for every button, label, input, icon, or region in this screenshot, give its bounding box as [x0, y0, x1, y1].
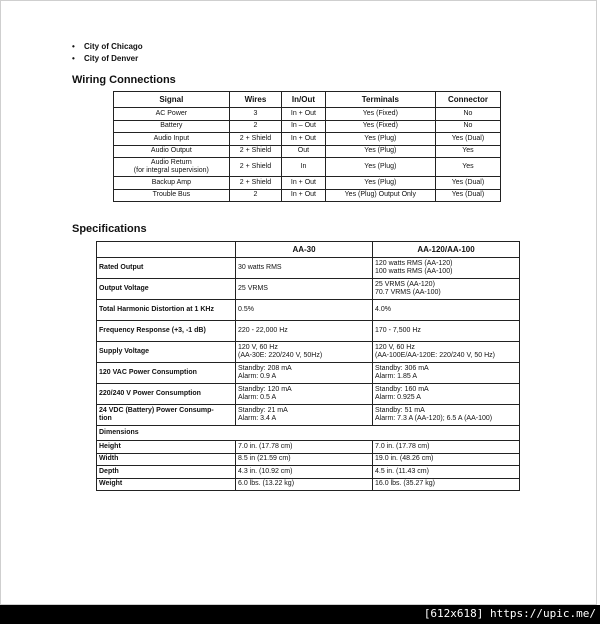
row-label: Supply Voltage	[97, 342, 236, 363]
table-cell: In + Out	[282, 177, 325, 190]
table-row	[97, 466, 520, 479]
column-header: AA-30	[236, 242, 373, 258]
dimensions-row	[97, 426, 520, 441]
row-label: Height	[97, 441, 236, 454]
table-cell: 8.5 in (21.59 cm)	[236, 453, 373, 466]
footer-bar	[0, 605, 600, 624]
table-cell: 25 VRMS (AA-120) 70.7 VRMS (AA-100)	[373, 279, 520, 300]
column-header: Signal	[114, 92, 230, 108]
table-cell: 2 + Shield	[229, 177, 282, 190]
table-cell: Yes (Plug)	[325, 158, 435, 177]
table-cell: No	[435, 120, 500, 133]
table-cell: Yes (Plug)	[325, 133, 435, 146]
column-header: In/Out	[282, 92, 325, 108]
table-cell: In + Out	[282, 108, 325, 121]
row-label: 24 VDC (Battery) Power Consump- tion	[97, 405, 236, 426]
table-row	[114, 177, 501, 190]
table-cell: AC Power	[114, 108, 230, 121]
table-cell: 3	[229, 108, 282, 121]
table-cell: 220 - 22,000 Hz	[236, 321, 373, 342]
table-cell: No	[435, 108, 500, 121]
table-cell: Audio Output	[114, 145, 230, 158]
table-cell: 0.5%	[236, 300, 373, 321]
table-cell: In	[282, 158, 325, 177]
table-cell: Trouble Bus	[114, 189, 230, 202]
column-header	[97, 242, 236, 258]
city-list	[72, 41, 143, 65]
row-label: Frequency Response (+3, -1 dB)	[97, 321, 236, 342]
row-label: Rated Output	[97, 258, 236, 279]
table-row	[97, 405, 520, 426]
table-cell: Yes (Dual)	[435, 133, 500, 146]
table-cell: Standby: 21 mA Alarm: 3.4 A	[236, 405, 373, 426]
dimensions-label: Dimensions	[97, 426, 520, 441]
table-cell: 19.0 in. (48.26 cm)	[373, 453, 520, 466]
table-cell: 6.0 lbs. (13.22 kg)	[236, 478, 373, 491]
table-cell: 4.3 in. (10.92 cm)	[236, 466, 373, 479]
column-header: Wires	[229, 92, 282, 108]
table-cell: 2 + Shield	[229, 158, 282, 177]
table-row	[97, 478, 520, 491]
table-cell: 16.0 lbs. (35.27 kg)	[373, 478, 520, 491]
column-header: Terminals	[325, 92, 435, 108]
table-cell: 4.5 in. (11.43 cm)	[373, 466, 520, 479]
table-cell: Out	[282, 145, 325, 158]
table-cell: In + Out	[282, 189, 325, 202]
table-cell: Standby: 120 mA Alarm: 0.5 A	[236, 384, 373, 405]
table-cell: Yes (Dual)	[435, 177, 500, 190]
table-cell: Standby: 160 mA Alarm: 0.925 A	[373, 384, 520, 405]
wiring-heading: Wiring Connections	[72, 74, 176, 86]
table-row	[97, 279, 520, 300]
table-cell: Backup Amp	[114, 177, 230, 190]
table-cell: Yes	[435, 145, 500, 158]
table-row	[114, 189, 501, 202]
specifications-heading: Specifications	[72, 223, 147, 235]
row-label: Output Voltage	[97, 279, 236, 300]
table-cell: Yes (Plug)	[325, 177, 435, 190]
row-label: Width	[97, 453, 236, 466]
table-cell: Yes	[435, 158, 500, 177]
table-cell: Standby: 51 mA Alarm: 7.3 A (AA-120); 6.5 A (AA-100)	[373, 405, 520, 426]
table-cell: Yes (Dual)	[435, 189, 500, 202]
table-cell: 7.0 in. (17.78 cm)	[236, 441, 373, 454]
table-row	[114, 108, 501, 121]
table-cell: 2	[229, 189, 282, 202]
table-cell: Battery	[114, 120, 230, 133]
table-row	[97, 363, 520, 384]
table-cell: Standby: 306 mA Alarm: 1.85 A	[373, 363, 520, 384]
column-header: AA-120/AA-100	[373, 242, 520, 258]
list-item: • City of Denver	[72, 54, 139, 63]
table-row	[114, 158, 501, 177]
table-row	[114, 120, 501, 133]
table-row	[97, 300, 520, 321]
table-cell: Audio Return (for integral supervision)	[114, 158, 230, 177]
row-label: Weight	[97, 478, 236, 491]
row-label: 220/240 V Power Consumption	[97, 384, 236, 405]
list-item: • City of Chicago	[72, 42, 143, 51]
table-row	[97, 453, 520, 466]
table-cell: 25 VRMS	[236, 279, 373, 300]
table-cell: 170 - 7,500 Hz	[373, 321, 520, 342]
table-row	[97, 321, 520, 342]
table-cell: 4.0%	[373, 300, 520, 321]
table-row	[97, 342, 520, 363]
table-cell: Yes (Plug)	[325, 145, 435, 158]
row-label: Depth	[97, 466, 236, 479]
table-cell: Standby: 208 mA Alarm: 0.9 A	[236, 363, 373, 384]
row-label: 120 VAC Power Consumption	[97, 363, 236, 384]
table-cell: Yes (Fixed)	[325, 120, 435, 133]
table-cell: 120 watts RMS (AA-120) 100 watts RMS (AA-100)	[373, 258, 520, 279]
row-label: Total Harmonic Distortion at 1 KHz	[97, 300, 236, 321]
wiring-table	[113, 91, 501, 202]
table-cell: 7.0 in. (17.78 cm)	[373, 441, 520, 454]
table-cell: 2 + Shield	[229, 145, 282, 158]
table-cell: 2 + Shield	[229, 133, 282, 146]
table-row	[97, 384, 520, 405]
table-row	[114, 133, 501, 146]
table-row	[114, 145, 501, 158]
table-row	[97, 258, 520, 279]
table-cell: Audio Input	[114, 133, 230, 146]
column-header: Connector	[435, 92, 500, 108]
table-cell: 120 V, 60 Hz (AA-30E: 220/240 V, 50Hz)	[236, 342, 373, 363]
table-row	[97, 441, 520, 454]
table-cell: 120 V, 60 Hz (AA-100E/AA-120E: 220/240 V, 50 Hz)	[373, 342, 520, 363]
footer-text: [612x618] https://upic.me/	[423, 607, 596, 620]
specifications-table	[96, 241, 520, 491]
table-cell: 2	[229, 120, 282, 133]
table-cell: Yes (Fixed)	[325, 108, 435, 121]
table-cell: In – Out	[282, 120, 325, 133]
table-cell: 30 watts RMS	[236, 258, 373, 279]
table-cell: Yes (Plug) Output Only	[325, 189, 435, 202]
table-cell: In + Out	[282, 133, 325, 146]
